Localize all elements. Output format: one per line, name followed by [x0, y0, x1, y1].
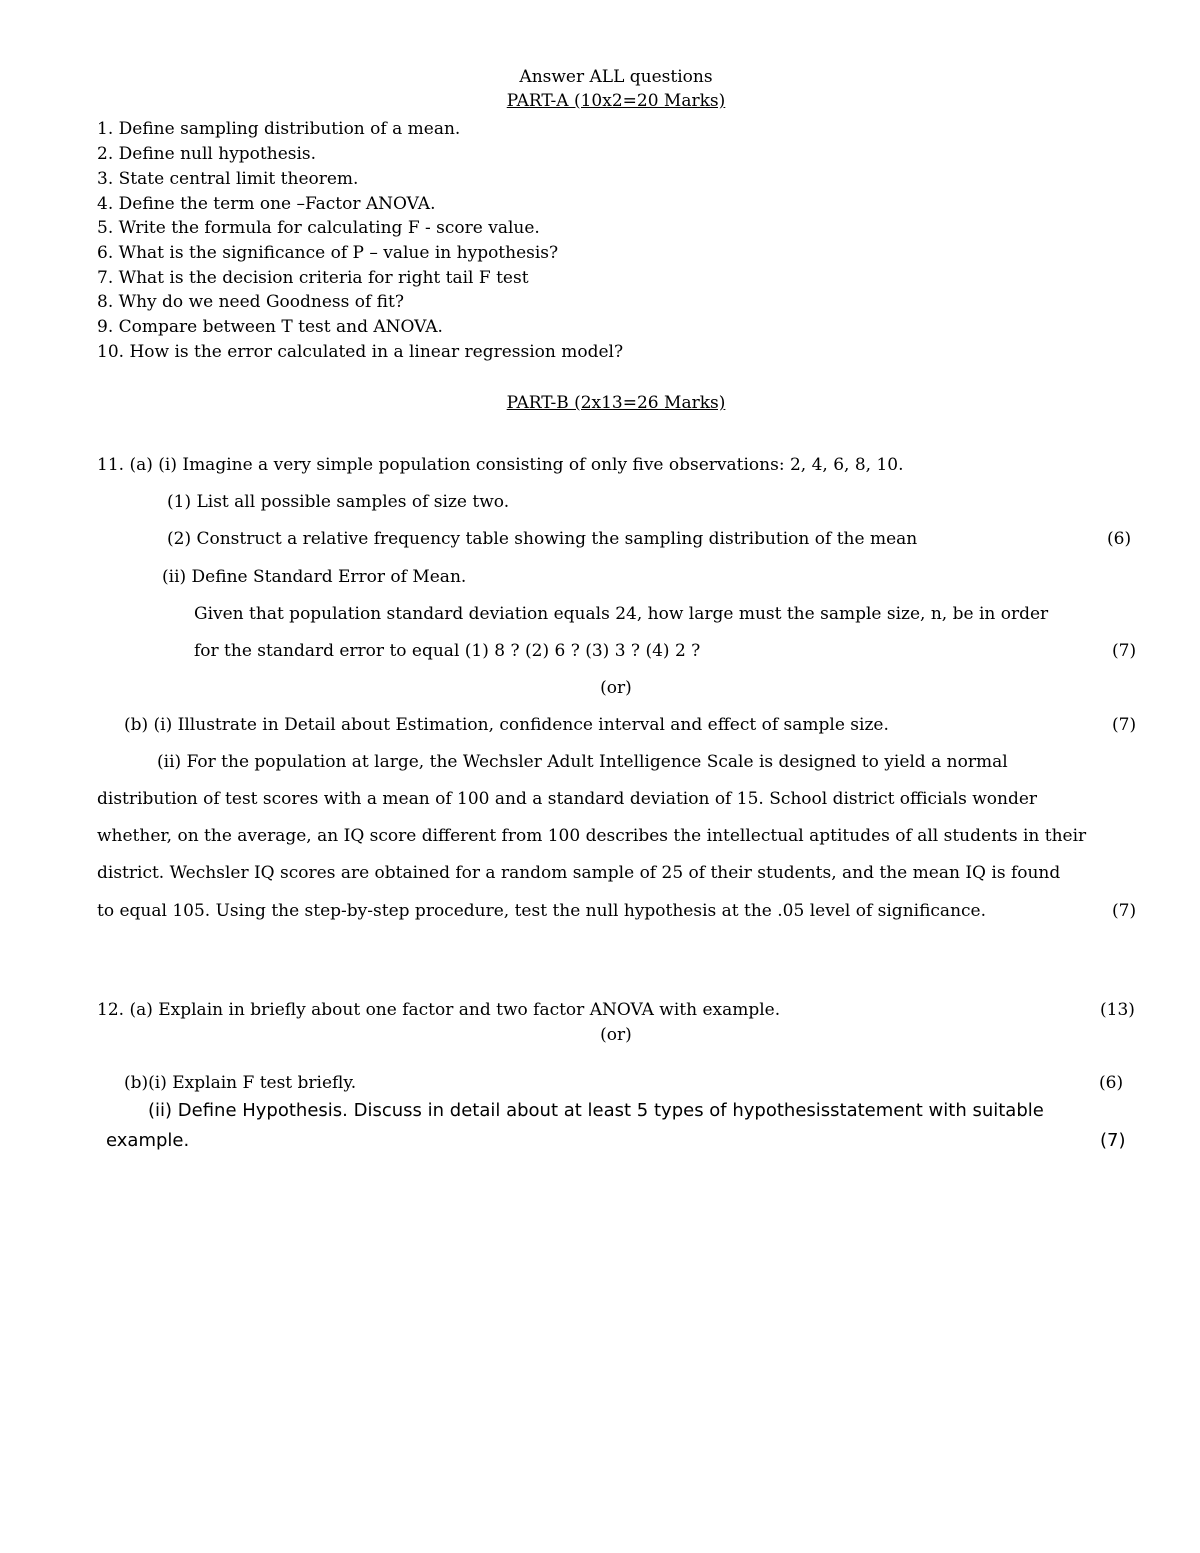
q12-b-i: (b)(i) Explain F test briefly.	[124, 1073, 357, 1093]
part-b-title: PART-B (2x13=26 Marks)	[506, 393, 726, 413]
q11-b-ii-line: (ii) For the population at large, the Wechsler Adult Intelligence Scale is designed to yield a normal	[157, 752, 1008, 772]
q11-a-ii-marks: (7)	[1112, 641, 1137, 661]
q11-a-i-1: (1) List all possible samples of size two.	[167, 492, 510, 512]
part-a-question: 7. What is the decision criteria for right tail F test	[97, 268, 529, 288]
q12-or: (or)	[600, 1025, 632, 1045]
q12-a-marks: (13)	[1100, 1000, 1135, 1020]
part-a-question: 1. Define sampling distribution of a mean.	[97, 119, 461, 139]
q12-a: 12. (a) Explain in briefly about one factor and two factor ANOVA with example.	[97, 1000, 781, 1020]
part-a-question: 9. Compare between T test and ANOVA.	[97, 317, 443, 337]
part-a-question: 3. State central limit theorem.	[97, 169, 359, 189]
part-a-question: 5. Write the formula for calculating F - score value.	[97, 218, 540, 238]
q11-a-i-2-marks: (6)	[1107, 529, 1132, 549]
q12-b-ii-line-1: (ii) Define Hypothesis. Discuss in detail about at least 5 types of hypothesisstatement with suitable	[148, 1100, 1044, 1121]
q11-a-i-2: (2) Construct a relative frequency table showing the sampling distribution of the mean	[167, 529, 918, 549]
q11-b-i: (b) (i) Illustrate in Detail about Estimation, confidence interval and effect of sample size.	[124, 715, 889, 735]
q11-or: (or)	[600, 678, 632, 698]
q11-b-ii-marks: (7)	[1112, 901, 1137, 921]
part-a-question: 8. Why do we need Goodness of fit?	[97, 292, 404, 312]
q11-b-ii-line: to equal 105. Using the step-by-step procedure, test the null hypothesis at the .05 level of significance.	[97, 901, 987, 921]
q11-b-ii-line: distribution of test scores with a mean of 100 and a standard deviation of 15. School district officials wonder	[97, 789, 1038, 809]
q12-b-ii-line-2: example.	[106, 1130, 190, 1151]
q12-b-ii-marks: (7)	[1100, 1130, 1126, 1151]
part-a-question: 4. Define the term one –Factor ANOVA.	[97, 194, 436, 214]
q11-b-ii-line: district. Wechsler IQ scores are obtained for a random sample of 25 of their students, and the mean IQ is found	[97, 863, 1061, 883]
q11-b-i-marks: (7)	[1112, 715, 1137, 735]
part-a-question: 2. Define null hypothesis.	[97, 144, 317, 164]
q11-a-ii: (ii) Define Standard Error of Mean.	[162, 567, 467, 587]
part-a-title: PART-A (10x2=20 Marks)	[506, 91, 726, 111]
part-a-question: 10. How is the error calculated in a linear regression model?	[97, 342, 624, 362]
instruction-heading: Answer ALL questions	[519, 67, 713, 87]
q11-b-ii-line: whether, on the average, an IQ score different from 100 describes the intellectual aptitudes of all students in their	[97, 826, 1087, 846]
q11-a-ii-given-2: for the standard error to equal (1) 8 ? (2) 6 ? (3) 3 ? (4) 2 ?	[194, 641, 701, 661]
q12-b-i-marks: (6)	[1099, 1073, 1124, 1093]
q11-a-ii-given-1: Given that population standard deviation equals 24, how large must the sample size, n, be in order	[194, 604, 1049, 624]
q11-a-i: 11. (a) (i) Imagine a very simple population consisting of only five observations: 2, 4, 6, 8, 10.	[97, 455, 904, 475]
part-a-question: 6. What is the significance of P – value in hypothesis?	[97, 243, 559, 263]
